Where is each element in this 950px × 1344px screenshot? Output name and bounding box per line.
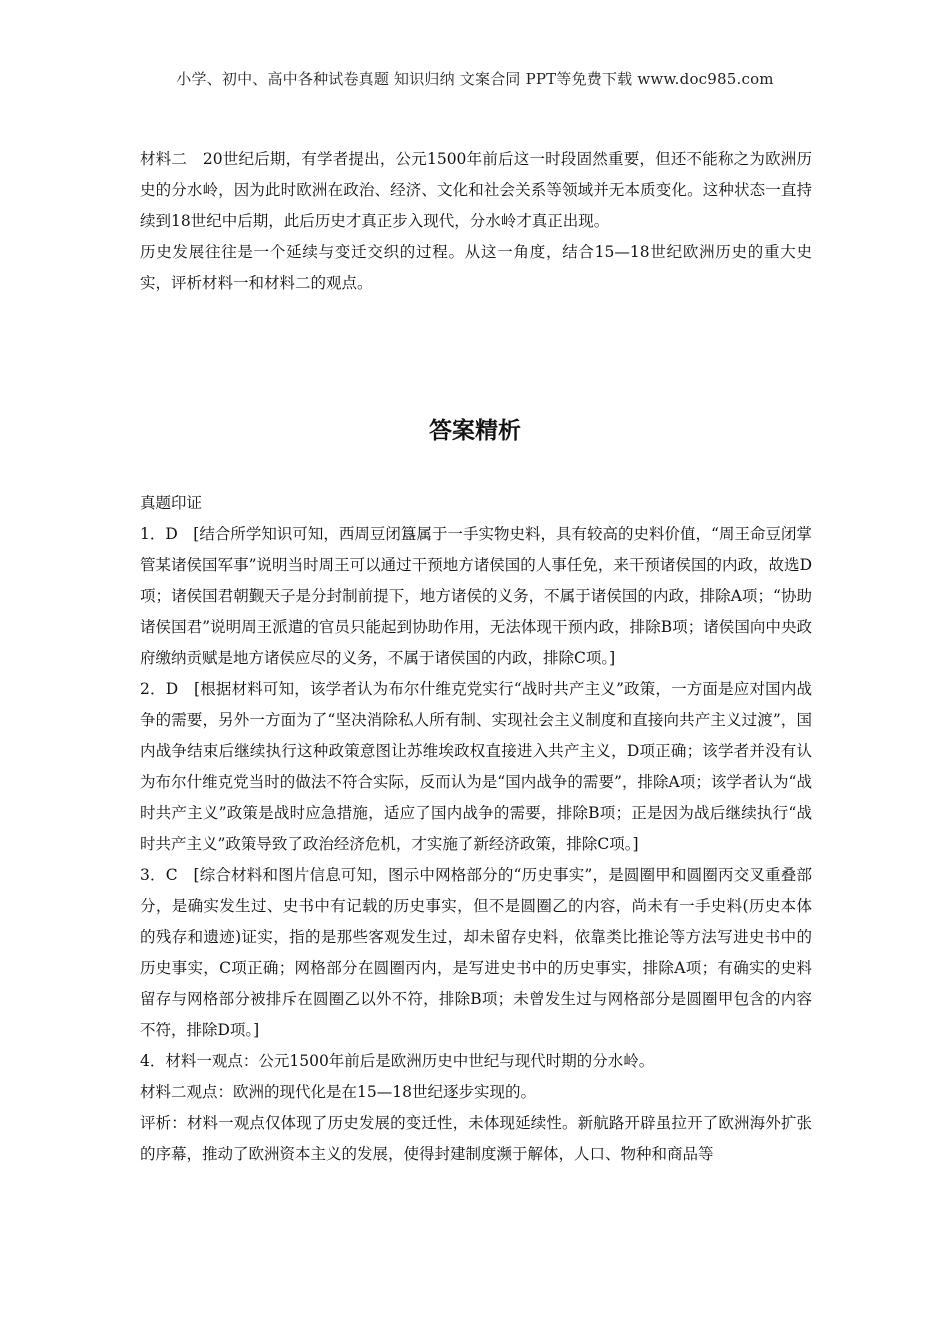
answer-item: 材料二观点：欧洲的现代化是在15—18世纪逐步实现的。 [140,1083,536,1101]
answer-item: 3．C [综合材料和图片信息可知，图示中网格部分的“历史事实”，是圆圈甲和圆圈丙交叉重叠部分，是确实发生过、史书中有记载的历史事实，但不是圆圈乙的内容，尚未有一手史料(历史本体的残存和遗迹)证实，指的是那些客观发生过，却未留存史料，依靠类比推论等方法写进史书中的历史事实，C项正确；网格部分在圆圈丙内，是写进史书中的历史事实，排除A项；有确实的史料留存与网格部分被排斥在圆圈乙以外不符，排除B项；未曾发生过与网格部分是圆圈甲包含的内容不符，排除D项。] [140,866,812,1039]
answer-section-title: 答案精析 [429,418,521,444]
answer-item: 评析：材料一观点仅体现了历史发展的变迁性，未体现延续性。新航路开辟虽拉开了欧洲海外扩张的序幕，推动了欧洲资本主义的发展，使得封建制度濒于解体，人口、物种和商品等 [140,1114,812,1163]
answer-item: 2．D [根据材料可知，该学者认为布尔什维克党实行“战时共产主义”政策，一方面是应对国内战争的需要，另外一方面为了“坚决消除私人所有制、实现社会主义制度和直接向共产主义过渡”，国内战争结束后继续执行这种政策意图让苏维埃政权直接进入共产主义，D项正确；该学者并没有认为布尔什维克党当时的做法不符合实际，反而认为是“国内战争的需要”，排除A项；该学者认为“战时共产主义”政策是战时应急措施，适应了国内战争的需要，排除B项；正是因为战后继续执行“战时共产主义”政策导致了政治经济危机，才实施了新经济政策，排除C项。] [140,680,812,853]
material-two-paragraph: 材料二 20世纪后期，有学者提出，公元1500年前后这一时段固然重要，但还不能称之为欧洲历史的分水岭，因为此时欧洲在政治、经济、文化和社会关系等领域并无本质变化。这种状态一直持续到18世纪中后期，此后历史才真正步入现代，分水岭才真正出现。 [140,150,812,230]
question-paragraph: 历史发展往往是一个延续与变迁交织的过程。从这一角度，结合15—18世纪欧洲历史的重大史实，评析材料一和材料二的观点。 [140,243,812,292]
answer-block [140,488,812,1170]
answer-item: 4．材料一观点：公元1500年前后是欧洲历史中世纪与现代时期的分水岭。 [140,1052,655,1070]
page-header: 小学、初中、高中各种试卷真题 知识归纳 文案合同 PPT等免费下载 www.doc985.com [176,70,774,88]
material-block [140,144,812,299]
answer-item: 1．D [结合所学知识可知，西周豆闭簋属于一手实物史料，具有较高的史料价值，“周王命豆闭掌管某诸侯国军事”说明当时周王可以通过干预地方诸侯国的人事任免，来干预诸侯国的内政，故选D项；诸侯国君朝觐天子是分封制前提下，地方诸侯的义务，不属于诸侯国的内政，排除A项；“协助诸侯国君”说明周王派遣的官员只能起到协助作用，无法体现干预内政，排除B项；诸侯国向中央政府缴纳贡赋是地方诸侯应尽的义务，不属于诸侯国的内政，排除C项。] [140,525,812,667]
answer-subtitle: 真题印证 [140,494,203,512]
